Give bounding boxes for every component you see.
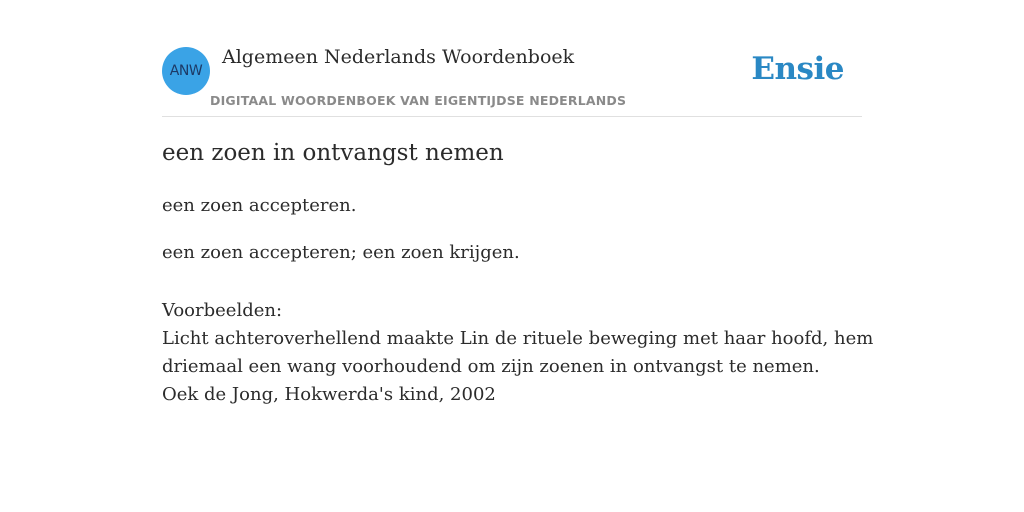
example-line: Licht achteroverhellend maakte Lin de rituele beweging met haar hoofd, hem <box>162 328 874 349</box>
ensie-brand-logo[interactable]: Ensie <box>751 51 844 87</box>
anw-logo[interactable] <box>162 47 210 95</box>
example-line: driemaal een wang voorhoudend om zijn zoenen in ontvangst te nemen. <box>162 356 820 377</box>
page <box>162 0 874 405</box>
entry-term: een zoen in ontvangst nemen <box>162 140 504 166</box>
site-subtitle: DIGITAAL WOORDENBOEK VAN EIGENTIJDSE NEDERLANDS <box>210 93 627 108</box>
site-title[interactable]: Algemeen Nederlands Woordenboek <box>222 46 575 68</box>
example-source: Oek de Jong, Hokwerda's kind, 2002 <box>162 384 496 405</box>
logo-text: ANW <box>169 63 203 79</box>
definition-full: een zoen accepteren; een zoen krijgen. <box>162 242 520 263</box>
examples-label: Voorbeelden: <box>162 300 283 321</box>
header <box>162 0 862 117</box>
definition-short: een zoen accepteren. <box>162 195 357 216</box>
examples-section <box>162 297 874 409</box>
